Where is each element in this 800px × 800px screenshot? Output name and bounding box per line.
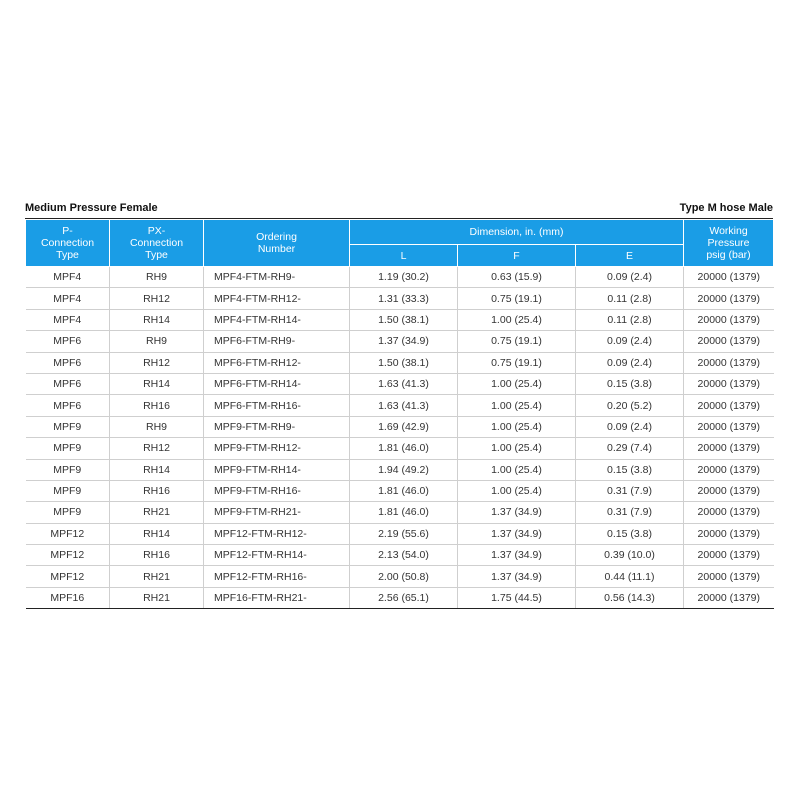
cell-px-type: RH21 xyxy=(110,587,204,608)
cell-dim-f: 1.37 (34.9) xyxy=(458,566,576,587)
cell-working-pressure: 20000 (1379) xyxy=(684,309,774,330)
cell-dim-e: 0.09 (2.4) xyxy=(576,352,684,373)
cell-dim-e: 0.56 (14.3) xyxy=(576,587,684,608)
cell-px-type: RH16 xyxy=(110,545,204,566)
cell-dim-f: 1.75 (44.5) xyxy=(458,587,576,608)
table-row xyxy=(26,438,774,459)
header-dimension: Dimension, in. (mm) xyxy=(350,220,684,245)
cell-p-type: MPF9 xyxy=(26,459,110,480)
cell-working-pressure: 20000 (1379) xyxy=(684,395,774,416)
cell-px-type: RH9 xyxy=(110,331,204,352)
header-dim-f: F xyxy=(458,245,576,267)
cell-p-type: MPF6 xyxy=(26,395,110,416)
cell-dim-l: 2.13 (54.0) xyxy=(350,545,458,566)
cell-dim-e: 0.31 (7.9) xyxy=(576,502,684,523)
cell-dim-f: 0.75 (19.1) xyxy=(458,331,576,352)
cell-dim-l: 2.00 (50.8) xyxy=(350,566,458,587)
cell-dim-e: 0.09 (2.4) xyxy=(576,416,684,437)
cell-px-type: RH12 xyxy=(110,438,204,459)
table-row xyxy=(26,373,774,394)
cell-p-type: MPF9 xyxy=(26,416,110,437)
cell-dim-f: 1.00 (25.4) xyxy=(458,480,576,501)
cell-px-type: RH16 xyxy=(110,480,204,501)
cell-working-pressure: 20000 (1379) xyxy=(684,373,774,394)
cell-px-type: RH9 xyxy=(110,267,204,288)
table-row xyxy=(26,309,774,330)
cell-dim-l: 1.19 (30.2) xyxy=(350,267,458,288)
cell-px-type: RH9 xyxy=(110,416,204,437)
cell-dim-l: 1.81 (46.0) xyxy=(350,438,458,459)
cell-ordering-number: MPF9-FTM-RH14- xyxy=(204,459,350,480)
cell-dim-l: 2.56 (65.1) xyxy=(350,587,458,608)
cell-dim-e: 0.09 (2.4) xyxy=(576,331,684,352)
header-dim-l: L xyxy=(350,245,458,267)
cell-dim-f: 1.37 (34.9) xyxy=(458,502,576,523)
cell-working-pressure: 20000 (1379) xyxy=(684,523,774,544)
caption-left: Medium Pressure Female xyxy=(25,202,158,214)
table-row xyxy=(26,480,774,501)
cell-p-type: MPF16 xyxy=(26,587,110,608)
cell-p-type: MPF9 xyxy=(26,502,110,523)
cell-p-type: MPF9 xyxy=(26,480,110,501)
cell-p-type: MPF9 xyxy=(26,438,110,459)
cell-dim-l: 1.63 (41.3) xyxy=(350,395,458,416)
cell-working-pressure: 20000 (1379) xyxy=(684,480,774,501)
cell-p-type: MPF4 xyxy=(26,309,110,330)
cell-dim-f: 1.00 (25.4) xyxy=(458,373,576,394)
spec-table-section xyxy=(25,200,773,609)
table-row xyxy=(26,545,774,566)
cell-dim-e: 0.15 (3.8) xyxy=(576,373,684,394)
cell-working-pressure: 20000 (1379) xyxy=(684,545,774,566)
cell-px-type: RH14 xyxy=(110,309,204,330)
cell-dim-e: 0.15 (3.8) xyxy=(576,523,684,544)
cell-dim-e: 0.11 (2.8) xyxy=(576,288,684,309)
cell-dim-f: 1.00 (25.4) xyxy=(458,309,576,330)
cell-dim-l: 1.81 (46.0) xyxy=(350,502,458,523)
cell-dim-f: 1.00 (25.4) xyxy=(458,438,576,459)
cell-dim-f: 1.00 (25.4) xyxy=(458,459,576,480)
cell-dim-l: 1.50 (38.1) xyxy=(350,309,458,330)
cell-dim-l: 1.31 (33.3) xyxy=(350,288,458,309)
cell-ordering-number: MPF4-FTM-RH12- xyxy=(204,288,350,309)
cell-ordering-number: MPF9-FTM-RH9- xyxy=(204,416,350,437)
table-row xyxy=(26,459,774,480)
cell-dim-e: 0.15 (3.8) xyxy=(576,459,684,480)
cell-p-type: MPF12 xyxy=(26,566,110,587)
cell-px-type: RH21 xyxy=(110,502,204,523)
cell-p-type: MPF6 xyxy=(26,331,110,352)
caption-right: Type M hose Male xyxy=(679,202,773,214)
cell-ordering-number: MPF12-FTM-RH16- xyxy=(204,566,350,587)
cell-dim-l: 1.94 (49.2) xyxy=(350,459,458,480)
cell-working-pressure: 20000 (1379) xyxy=(684,352,774,373)
table-row xyxy=(26,267,774,288)
table-row xyxy=(26,523,774,544)
cell-dim-f: 1.00 (25.4) xyxy=(458,395,576,416)
cell-px-type: RH14 xyxy=(110,373,204,394)
cell-working-pressure: 20000 (1379) xyxy=(684,587,774,608)
cell-working-pressure: 20000 (1379) xyxy=(684,566,774,587)
cell-ordering-number: MPF6-FTM-RH14- xyxy=(204,373,350,394)
cell-ordering-number: MPF4-FTM-RH9- xyxy=(204,267,350,288)
table-row xyxy=(26,331,774,352)
table-row xyxy=(26,502,774,523)
cell-ordering-number: MPF9-FTM-RH16- xyxy=(204,480,350,501)
cell-px-type: RH12 xyxy=(110,352,204,373)
cell-dim-e: 0.31 (7.9) xyxy=(576,480,684,501)
cell-ordering-number: MPF16-FTM-RH21- xyxy=(204,587,350,608)
cell-working-pressure: 20000 (1379) xyxy=(684,267,774,288)
cell-working-pressure: 20000 (1379) xyxy=(684,288,774,309)
cell-ordering-number: MPF6-FTM-RH12- xyxy=(204,352,350,373)
cell-dim-f: 1.37 (34.9) xyxy=(458,523,576,544)
cell-working-pressure: 20000 (1379) xyxy=(684,502,774,523)
cell-ordering-number: MPF9-FTM-RH21- xyxy=(204,502,350,523)
cell-dim-e: 0.29 (7.4) xyxy=(576,438,684,459)
cell-dim-e: 0.20 (5.2) xyxy=(576,395,684,416)
cell-p-type: MPF4 xyxy=(26,288,110,309)
cell-dim-l: 1.63 (41.3) xyxy=(350,373,458,394)
cell-px-type: RH14 xyxy=(110,459,204,480)
cell-dim-l: 1.37 (34.9) xyxy=(350,331,458,352)
table-header xyxy=(26,220,774,267)
cell-working-pressure: 20000 (1379) xyxy=(684,331,774,352)
cell-ordering-number: MPF4-FTM-RH14- xyxy=(204,309,350,330)
table-row xyxy=(26,566,774,587)
cell-dim-e: 0.09 (2.4) xyxy=(576,267,684,288)
cell-working-pressure: 20000 (1379) xyxy=(684,438,774,459)
cell-dim-f: 0.63 (15.9) xyxy=(458,267,576,288)
cell-ordering-number: MPF9-FTM-RH12- xyxy=(204,438,350,459)
cell-dim-f: 1.00 (25.4) xyxy=(458,416,576,437)
table-row xyxy=(26,416,774,437)
table-body xyxy=(26,267,774,609)
cell-ordering-number: MPF6-FTM-RH9- xyxy=(204,331,350,352)
cell-p-type: MPF4 xyxy=(26,267,110,288)
cell-p-type: MPF12 xyxy=(26,523,110,544)
cell-working-pressure: 20000 (1379) xyxy=(684,416,774,437)
cell-ordering-number: MPF12-FTM-RH14- xyxy=(204,545,350,566)
table-row xyxy=(26,395,774,416)
table-row xyxy=(26,587,774,608)
cell-dim-f: 0.75 (19.1) xyxy=(458,288,576,309)
cell-dim-l: 1.69 (42.9) xyxy=(350,416,458,437)
table-row xyxy=(26,288,774,309)
cell-dim-e: 0.39 (10.0) xyxy=(576,545,684,566)
cell-p-type: MPF12 xyxy=(26,545,110,566)
cell-dim-f: 0.75 (19.1) xyxy=(458,352,576,373)
cell-dim-l: 1.50 (38.1) xyxy=(350,352,458,373)
cell-ordering-number: MPF12-FTM-RH12- xyxy=(204,523,350,544)
cell-dim-l: 2.19 (55.6) xyxy=(350,523,458,544)
spec-table xyxy=(25,219,774,609)
cell-dim-e: 0.44 (11.1) xyxy=(576,566,684,587)
header-ordering-number: Ordering Number xyxy=(204,220,350,267)
cell-px-type: RH21 xyxy=(110,566,204,587)
cell-ordering-number: MPF6-FTM-RH16- xyxy=(204,395,350,416)
cell-dim-e: 0.11 (2.8) xyxy=(576,309,684,330)
cell-px-type: RH14 xyxy=(110,523,204,544)
table-caption xyxy=(25,200,773,219)
header-px-connection-type: PX- Connection Type xyxy=(110,220,204,267)
cell-p-type: MPF6 xyxy=(26,373,110,394)
cell-dim-l: 1.81 (46.0) xyxy=(350,480,458,501)
header-working-pressure: Working Pressure psig (bar) xyxy=(684,220,774,267)
header-dim-e: E xyxy=(576,245,684,267)
cell-p-type: MPF6 xyxy=(26,352,110,373)
table-row xyxy=(26,352,774,373)
header-p-connection-type: P- Connection Type xyxy=(26,220,110,267)
cell-working-pressure: 20000 (1379) xyxy=(684,459,774,480)
cell-px-type: RH16 xyxy=(110,395,204,416)
cell-dim-f: 1.37 (34.9) xyxy=(458,545,576,566)
cell-px-type: RH12 xyxy=(110,288,204,309)
